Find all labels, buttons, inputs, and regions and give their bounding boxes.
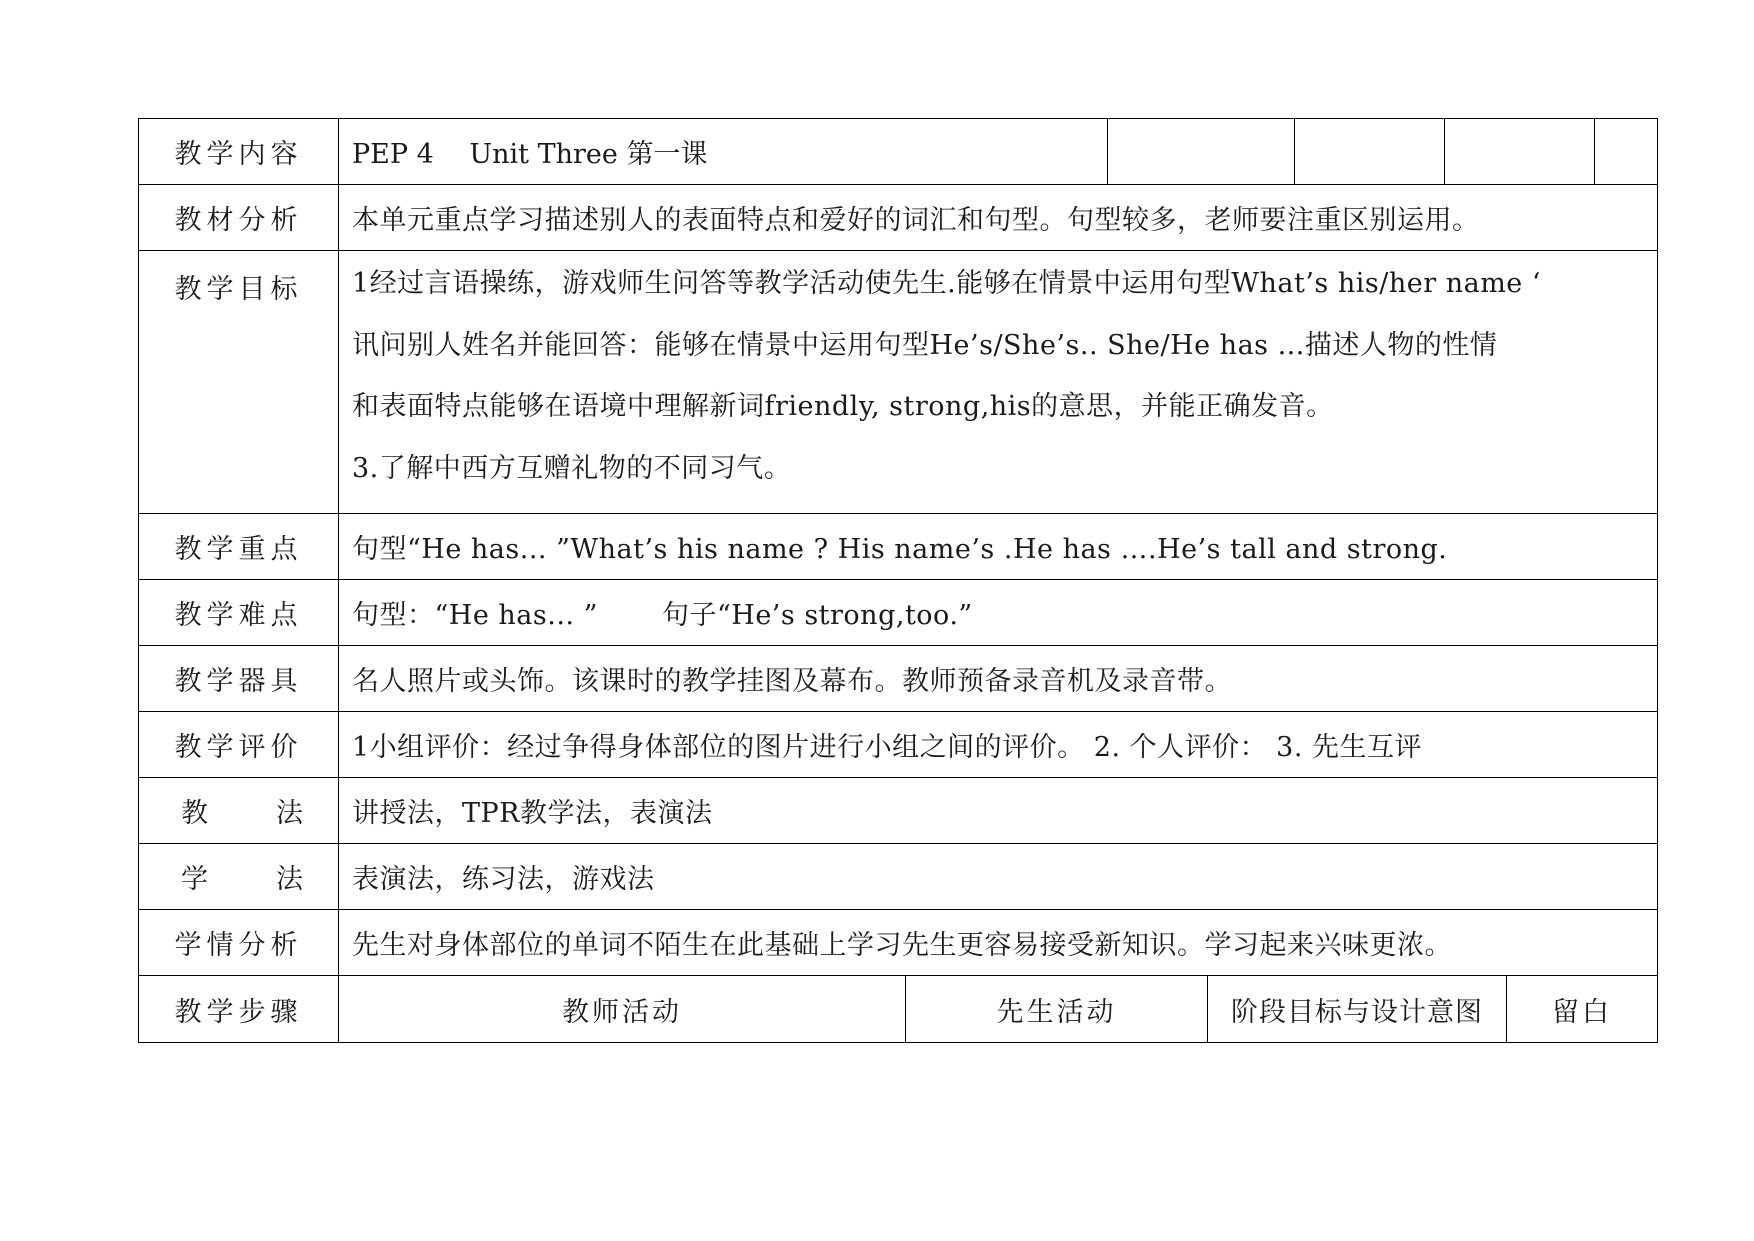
blank-cell-3 bbox=[1445, 119, 1595, 184]
objective-line-4: 3.了解中西方互赠礼物的不同习气。 bbox=[352, 452, 792, 484]
row-learner-analysis bbox=[139, 910, 1657, 976]
value-teaching-content: PEP 4 Unit Three 第一课 bbox=[339, 119, 1108, 184]
row-teaching-method bbox=[139, 778, 1657, 844]
row-learning-method bbox=[139, 844, 1657, 910]
label-objectives: 教学目标 bbox=[139, 251, 339, 513]
objective-line-2: 讯问别人姓名并能回答：能够在情景中运用句型He’s/She’s.. She/He has ...描述人物的性情 bbox=[352, 329, 1498, 361]
label-material-analysis: 教材分析 bbox=[139, 185, 339, 250]
value-difficulties: 句型：“He has... ” 句子“He’s strong,too.” bbox=[352, 600, 973, 631]
objective-line-3: 和表面特点能够在语境中理解新词friendly, strong,his的意思，并能正确发音。 bbox=[352, 391, 1334, 422]
row-key-points bbox=[139, 514, 1657, 580]
steps-col-teacher-activity: 教师活动 bbox=[339, 976, 906, 1042]
steps-col-stage-goal: 阶段目标与设计意图 bbox=[1208, 976, 1507, 1042]
value-learning-method: 表演法，练习法，游戏法 bbox=[352, 864, 655, 895]
label-teaching-method-b: 法 bbox=[276, 798, 303, 829]
label-teaching-method-a: 教 bbox=[181, 798, 208, 829]
label-evaluation: 教学评价 bbox=[139, 712, 339, 777]
blank-cell-2 bbox=[1295, 119, 1445, 184]
label-teaching-content: 教学内容 bbox=[139, 119, 339, 184]
value-key-points: 句型“He has... ”What’s his name ? His name’s .He has ….He’s tall and strong. bbox=[352, 534, 1448, 565]
label-learning-method-a: 学 bbox=[181, 864, 208, 895]
row-teaching-content bbox=[139, 119, 1657, 185]
row-evaluation bbox=[139, 712, 1657, 778]
value-objectives bbox=[339, 251, 1657, 513]
row-objectives bbox=[139, 251, 1657, 514]
value-materials: 名人照片或头饰。该课时的教学挂图及幕布。教师预备录音机及录音带。 bbox=[352, 666, 1232, 697]
value-teaching-method: 讲授法，TPR教学法，表演法 bbox=[352, 798, 713, 829]
value-material-analysis: 本单元重点学习描述别人的表面特点和爱好的词汇和句型。句型较多，老师要注重区别运用。 bbox=[352, 205, 1480, 236]
label-teaching-method bbox=[139, 778, 339, 843]
row-difficulties bbox=[139, 580, 1657, 646]
label-learning-method bbox=[139, 844, 339, 909]
steps-col-blank: 留白 bbox=[1552, 996, 1612, 1028]
label-teaching-steps: 教学步骤 bbox=[139, 976, 339, 1042]
row-teaching-steps bbox=[139, 976, 1657, 1042]
objective-line-1: 1经过言语操练，游戏师生问答等教学活动使先生.能够在情景中运用句型What’s his/her name ‘ bbox=[352, 268, 1541, 299]
row-materials bbox=[139, 646, 1657, 712]
row-material-analysis bbox=[139, 185, 1657, 251]
blank-cell-1 bbox=[1108, 119, 1295, 184]
label-learning-method-b: 法 bbox=[276, 864, 303, 895]
lesson-plan-table bbox=[138, 118, 1658, 1043]
blank-cell-4 bbox=[1595, 119, 1657, 184]
label-key-points: 教学重点 bbox=[139, 514, 339, 579]
label-difficulties: 教学难点 bbox=[139, 580, 339, 645]
value-learner-analysis: 先生对身体部位的单词不陌生在此基础上学习先生更容易接受新知识。学习起来兴味更浓。 bbox=[352, 930, 1452, 961]
label-materials: 教学器具 bbox=[139, 646, 339, 711]
steps-col-student-activity: 先生活动 bbox=[906, 976, 1208, 1042]
value-evaluation: 1小组评价：经过争得身体部位的图片进行小组之间的评价。 2. 个人评价： 3. 先生互评 bbox=[352, 732, 1423, 763]
label-learner-analysis: 学情分析 bbox=[139, 910, 339, 975]
